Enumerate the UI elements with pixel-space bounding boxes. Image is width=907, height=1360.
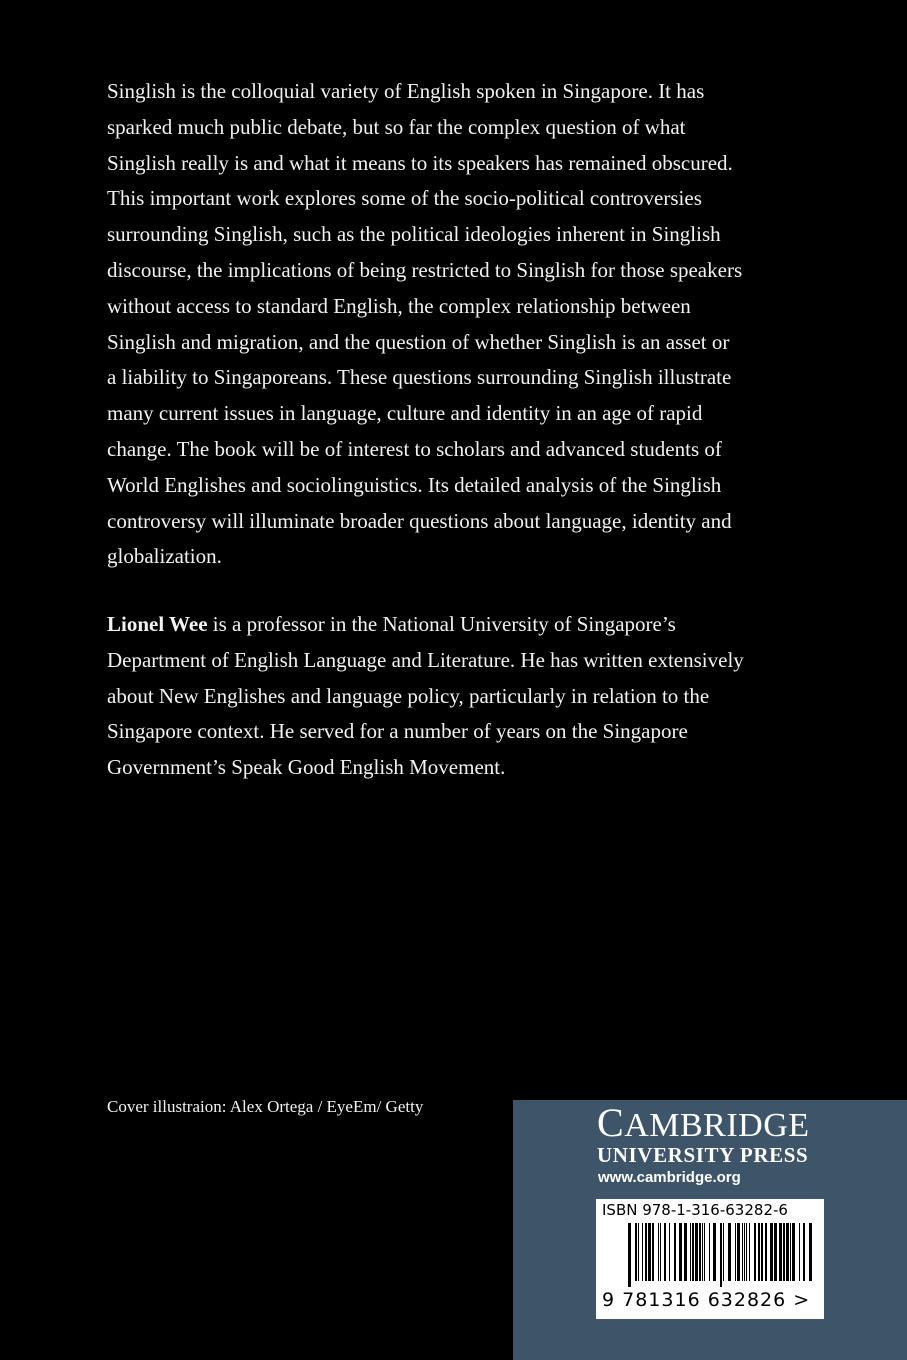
bio-line: Singapore context. He served for a number of years on the Singapore — [107, 719, 688, 744]
barcode-bar — [770, 1223, 773, 1281]
barcode-bar — [737, 1223, 740, 1281]
barcode-bar — [658, 1223, 659, 1281]
blurb-line: many current issues in language, culture and identity in an age of rapid — [107, 401, 703, 426]
barcode-bar — [735, 1223, 736, 1281]
isbn-label: ISBN 978-1-316-63282-6 — [602, 1201, 788, 1219]
blurb-line: sparked much public debate, but so far the complex question of what — [107, 114, 686, 139]
isbn-barcode-box — [596, 1199, 824, 1319]
blurb-line: controversy will illuminate broader questions about language, identity and — [107, 508, 732, 533]
barcode-bar — [783, 1223, 785, 1281]
barcode-bar — [642, 1223, 643, 1281]
barcode-bar — [702, 1223, 703, 1281]
barcode-bar — [674, 1223, 676, 1281]
blurb-line: globalization. — [107, 544, 222, 569]
barcode-bar — [720, 1223, 722, 1287]
barcode-bar — [754, 1223, 756, 1281]
publisher-panel — [513, 1100, 907, 1360]
publisher-url: www.cambridge.org — [598, 1169, 741, 1186]
barcode-bar — [684, 1223, 687, 1281]
barcode-bar — [664, 1223, 666, 1281]
blurb-line: This important work explores some of the socio-political controversies — [107, 186, 702, 211]
bio-line: about New Englishes and language policy, particularly in relation to the — [107, 683, 710, 708]
barcode-bar — [723, 1223, 724, 1281]
barcode-bar — [704, 1223, 705, 1281]
blurb-line: World Englishes and sociolinguistics. Its detailed analysis of the Singlish — [107, 472, 722, 497]
barcode-bar — [709, 1223, 710, 1281]
barcode-digits: 9 781316 632826 > — [602, 1289, 811, 1311]
barcode-bar — [765, 1223, 767, 1281]
barcode-bar — [746, 1223, 747, 1281]
author-name: Lionel Wee — [107, 612, 208, 636]
blurb-line: Singlish and migration, and the question of whether Singlish is an asset or — [107, 329, 730, 354]
book-description — [107, 74, 742, 575]
blurb-line: discourse, the implications of being restricted to Singlish for those speakers — [107, 257, 743, 282]
barcode-bar — [728, 1223, 731, 1281]
barcode-bar — [692, 1223, 694, 1281]
bio-line: Department of English Language and Literature. He has written extensively — [107, 647, 744, 672]
barcode-bar — [786, 1223, 789, 1281]
bio-line: Lionel Wee is a professor in the National University of Singapore’s — [107, 612, 676, 636]
blurb-line: surrounding Singlish, such as the political ideologies inherent in Singlish — [107, 222, 721, 247]
blurb-line: without access to standard English, the complex relationship between — [107, 293, 691, 318]
barcode-bar — [635, 1223, 637, 1281]
barcode-bar — [713, 1223, 716, 1281]
barcode-bar — [638, 1223, 639, 1281]
barcode-bar — [792, 1223, 795, 1281]
blurb-line: Singlish is the colloquial variety of English spoken in Singapore. It has — [107, 79, 705, 103]
blurb-line: a liability to Singaporeans. These questions surrounding Singlish illustrate — [107, 365, 732, 390]
barcode-bar — [628, 1223, 631, 1287]
barcode-bar — [660, 1223, 661, 1281]
barcode-bar — [803, 1223, 805, 1281]
barcode-bar — [779, 1223, 782, 1281]
barcode-bar — [669, 1223, 670, 1281]
publisher-subtitle: UNIVERSITY PRESS — [597, 1143, 809, 1167]
barcode-bar — [652, 1223, 654, 1281]
publisher-logo: CAMBRIDGE — [597, 1100, 810, 1145]
barcode-bar — [799, 1223, 800, 1281]
cover-credit: Cover illustraion: Alex Ortega / EyeEm/ Getty — [107, 1097, 424, 1116]
author-bio — [107, 607, 744, 786]
barcode-bar — [742, 1223, 743, 1281]
barcode-bar — [690, 1223, 691, 1281]
barcode-bar — [744, 1223, 745, 1281]
barcode-bar — [749, 1223, 750, 1281]
barcode-bar — [758, 1223, 760, 1281]
barcode-bar — [645, 1223, 647, 1281]
barcode-bar — [695, 1223, 698, 1281]
barcode-bar — [679, 1223, 682, 1281]
barcode-bar — [761, 1223, 763, 1281]
barcode-bar — [699, 1223, 701, 1281]
barcode-bar — [790, 1223, 791, 1281]
barcode-icon — [628, 1223, 814, 1287]
barcode-bar — [774, 1223, 777, 1281]
barcode-bar — [809, 1223, 812, 1281]
blurb-line: change. The book will be of interest to scholars and advanced students of — [107, 436, 722, 461]
bio-line: Government’s Speak Good English Movement. — [107, 755, 506, 780]
barcode-bar — [648, 1223, 651, 1281]
blurb-line: Singlish really is and what it means to its speakers has remained obscured. — [107, 150, 733, 175]
